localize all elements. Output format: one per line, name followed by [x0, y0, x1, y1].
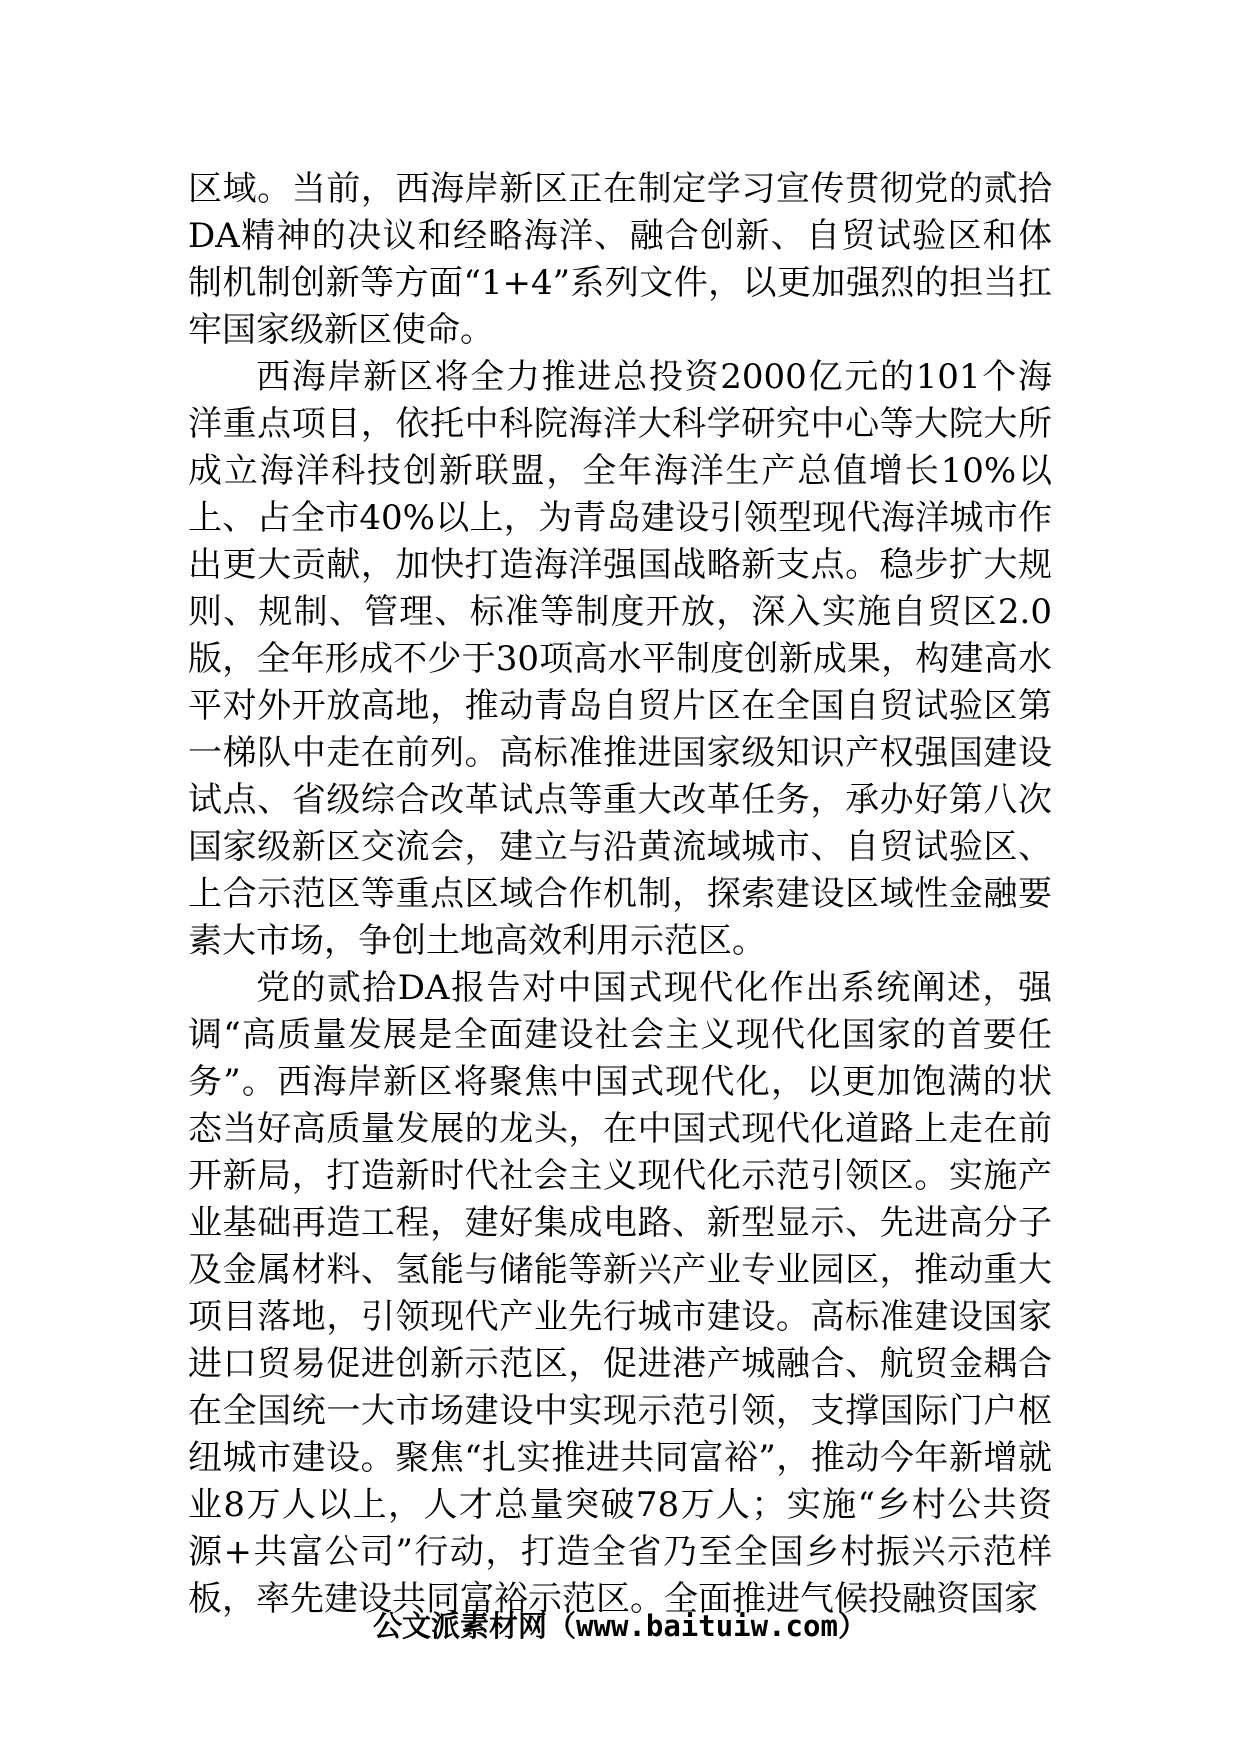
paragraph-ocean-projects: 西海岸新区将全力推进总投资2000亿元的101个海洋重点项目，依托中科院海洋大科学研究中心等大院大所成立海洋科技创新联盟，全年海洋生产总值增长10%以上、占全市40%以上，为青岛建设引领型现代海洋城市作出更大贡献，加快打造海洋强国战略新支点。稳步扩大规则、规制、管理、标准等制度开放，深入实施自贸区2.0版，全年形成不少于30项高水平制度创新成果，构建高水平对外开放高地，推动青岛自贸片区在全国自贸试验区第一梯队中走在前列。高标准推进国家级知识产权强国建设试点、省级综合改革试点等重大改革任务，承办好第八次国家级新区交流会，建立与沿黄流域城市、自贸试验区、上合示范区等重点区域合作机制，探索建设区域性金融要素大市场，争创土地高效利用示范区。 — [188, 357, 1052, 961]
paragraph-continuation: 区域。当前，西海岸新区正在制定学习宣传贯彻党的贰拾DA精神的决议和经略海洋、融合创新、自贸试验区和体制机制创新等方面“1+4”系列文件，以更加强烈的担当扛牢国家级新区使命。 — [188, 169, 1052, 350]
page-footer-watermark: 公文派素材网（www.baituiw.com） — [373, 1609, 867, 1643]
document-body — [188, 166, 1052, 1623]
paragraph-modernization: 党的贰拾DA报告对中国式现代化作出系统阐述，强调“高质量发展是全面建设社会主义现代化国家的首要任务”。西海岸新区将聚焦中国式现代化，以更加饱满的状态当好高质量发展的龙头，在中国式现代化道路上走在前开新局，打造新时代社会主义现代化示范引领区。实施产业基础再造工程，建好集成电路、新型显示、先进高分子及金属材料、氢能与储能等新兴产业专业园区，推动重大项目落地，引领现代产业先行城市建设。高标准建设国家进口贸易促进创新示范区，促进港产城融合、航贸金耦合在全国统一大市场建设中实现示范引领，支撑国际门户枢纽城市建设。聚焦“扎实推进共同富裕”，推动今年新增就业8万人以上，人才总量突破78万人；实施“乡村公共资源+共富公司”行动，打造全省乃至全国乡村振兴示范样板，率先建设共同富裕示范区。全面推进气候投融资国家 — [188, 968, 1052, 1619]
